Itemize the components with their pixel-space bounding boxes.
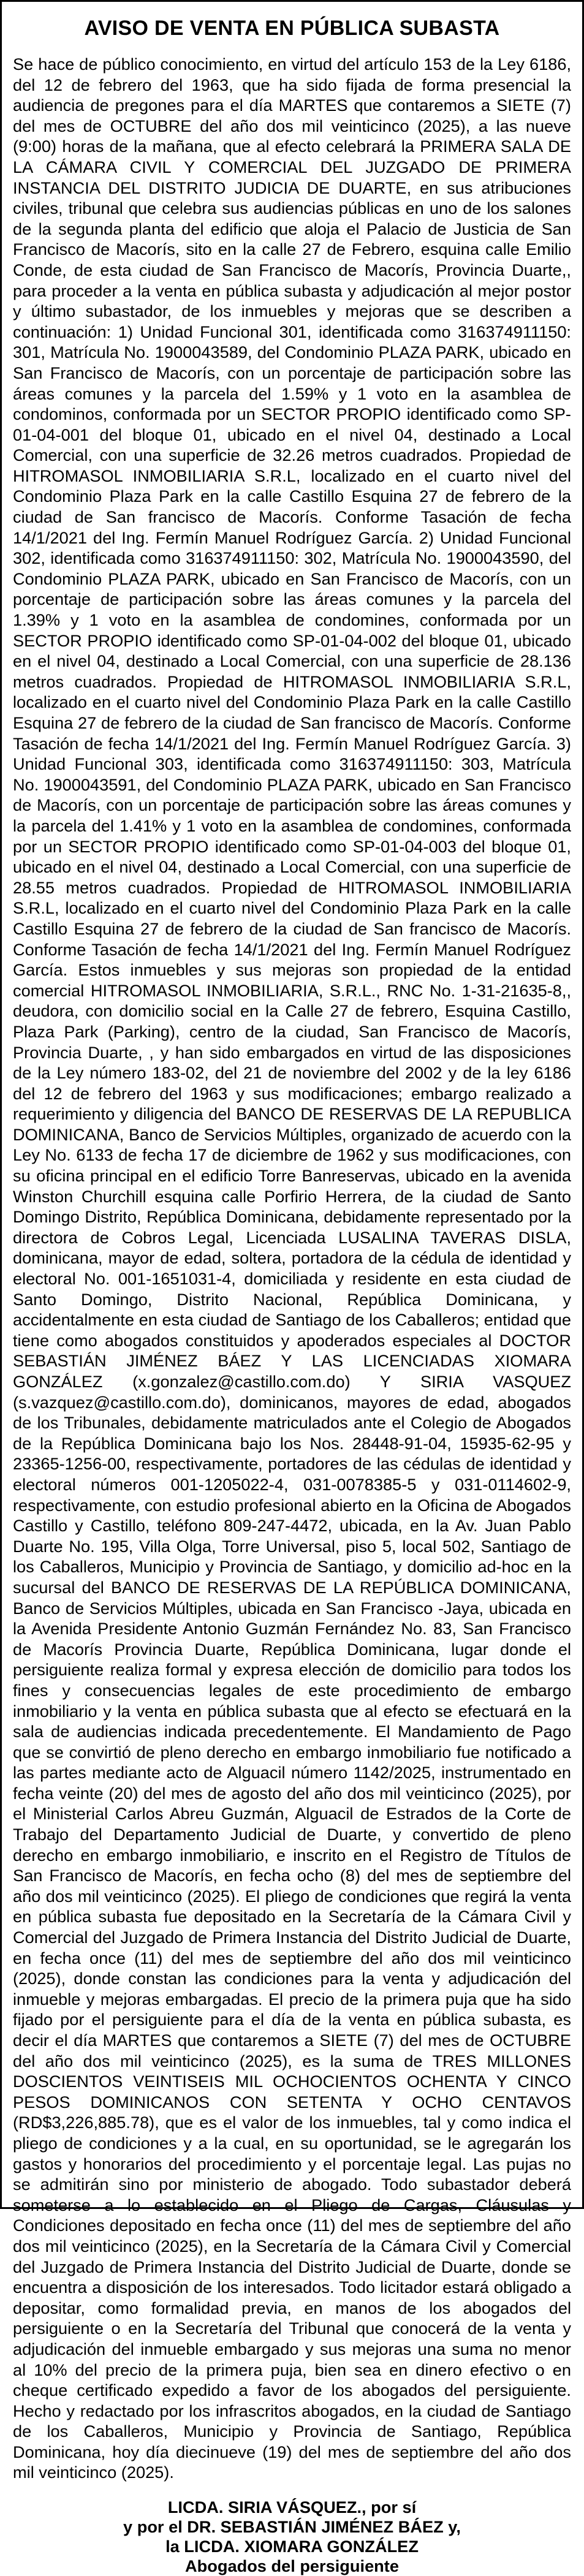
signature-line-1: LICDA. SIRIA VÁSQUEZ., por sí — [167, 2498, 417, 2517]
signature-line-4: Abogados del persiguiente — [185, 2556, 399, 2576]
notice-body: Se hace de público conocimiento, en virtud del artículo 153 de la Ley 6186, del 12 de febrero del 1963, que ha sido fijada de forma presencial la audiencia de pregones para el día MARTES que contaremos a SIETE (7) del mes de OCTUBRE del año dos mil veinticinco (2025), a las nueve (9:00) horas de la mañana, que al efecto celebrará la PRIMERA SALA DE LA CÁMARA CIVIL Y COMERCIAL DEL JUZGADO DE PRIMERA INSTANCIA DEL DISTRITO JUDICIA DE DUARTE, en sus atribuciones civiles, tribunal que celebra sus audiencias públicas en uno de los salones de la segunda planta del edificio que aloja el Palacio de Justicia de San Francisco de Macorís, sito en la calle 27 de Febrero, esquina calle Emilio Conde, de esta ciudad de San Francisco de Macorís, Provincia Duarte,, para proceder a la venta en pública subasta y adjudicación al mejor postor y último subastador, de los inmuebles y mejoras que se describen a continuación: 1) Unidad Funcional 301, identificada como 316374911150: 301, Matrícula No. 1900043589, del Condominio PLAZA PARK, ubicado en San Francisco de Macorís, con un porcentaje de participación sobre las áreas comunes y la parcela del 1.59% y 1 voto en la asamblea de condominos, conformada por un SECTOR PROPIO identificado como SP-01-04-001 del bloque 01, ubicado en el nivel 04, destinado a Local Comercial, con una superficie de 32.26 metros cuadrados. Propiedad de HITROMASOL INMOBILIARIA S.R.L, localizado en el cuarto nivel del Condominio Plaza Park en la calle Castillo Esquina 27 de febrero de la ciudad de San francisco de Macorís. Conforme Tasación de fecha 14/1/2021 del Ing. Fermín Manuel Rodríguez García. 2) Unidad Funcional 302, identificada como 316374911150: 302, Matrícula No. 1900043590, del Condominio PLAZA PARK, ubicado en San Francisco de Macorís, con un porcentaje de participación sobre las áreas comunes y la parcela del 1.39% y 1 voto en la asamblea de condomines, conformada por un SECTOR PROPIO identificado como SP-01-04-002 del bloque 01, ubicado en el nivel 04, destinado a Local Comercial, con una superficie de 28.136 metros cuadrados. Propiedad de HITROMASOL INMOBILIARIA S.R.L, localizado en el cuarto nivel del Condominio Plaza Park en la calle Castillo Esquina 27 de febrero de la ciudad de San francisco de Macorís. Conforme Tasación de fecha 14/1/2021 del Ing. Fermín Manuel Rodríguez García. 3) Unidad Funcional 303, identificada como 316374911150: 303, Matrícula No. 1900043591, del Condominio PLAZA PARK, ubicado en San Francisco de Macorís, con un porcentaje de participación sobre las áreas comunes y la parcela del 1.41% y 1 voto en la asamblea de condomines, conformada por un SECTOR PROPIO identificado como SP-01-04-003 del bloque 01, ubicado en el nivel 04, destinado a Local Comercial, con una superficie de 28.55 metros cuadrados. Propiedad de HITROMASOL INMOBILIARIA S.R.L, localizado en el cuarto nivel del Condominio Plaza Park en la calle Castillo Esquina 27 de febrero de la ciudad de San francisco de Macorís. Conforme Tasación de fecha 14/1/2021 del Ing. Fermín Manuel Rodríguez García. Estos inmuebles y sus mejoras son propiedad de la entidad comercial HITROMASOL INMOBILIARIA, S.R.L., RNC No. 1-31-21635-8,, deudora, con domicilio social en la Calle 27 de febrero, Esquina Castillo, Plaza Park (Parking), centro de la ciudad, San Francisco de Macorís, Provincia Duarte, , y han sido embargados en virtud de las disposiciones de la Ley número 183-02, del 21 de noviembre del 2002 y de la ley 6186 del 12 de febrero del 1963 y sus modificaciones; embargo realizado a requerimiento y diligencia del BANCO DE RESERVAS DE LA REPUBLICA DOMINICANA, Banco de Servicios Múltiples, organizado de acuerdo con la Ley No. 6133 de fecha 17 de diciembre de 1962 y sus modificaciones, con su oficina principal en el edificio Torre Banreservas, ubicado en la avenida Winston Churchill esquina calle Porfirio Herrera, de la ciudad de Santo Domingo Distrito, República Dominicana, debidamente representado por la directora de Cobros Legal, Licenciada LUSALINA TAVERAS DISLA, dominicana, mayor de edad, soltera, portadora de la cédula de identidad y electoral No. 001-1651031-4, domiciliada y residente en esta ciudad de Santo Domingo, Distrito Nacional, República Dominicana, y accidentalmente en esta ciudad de Santiago de los Caballeros; entidad que tiene como abogados constituidos y apoderados especiales al DOCTOR SEBASTIÁN JIMÉNEZ BÁEZ Y LAS LICENCIADAS XIOMARA GONZÁLEZ (x.gonzalez@castillo.com.do) Y SIRIA VASQUEZ (s.vazquez@castillo.com.do), dominicanos, mayores de edad, abogados de los Tribunales, debidamente matriculados ante el Colegio de Abogados de la República Dominicana bajo los Nos. 28448-91-04, 15935-62-95 y 23365-1256-00, respectivamente, portadores de las cédulas de identidad y electoral números 001-1205022-4, 031-0078385-5 y 031-0114602-9, respectivamente, con estudio profesional abierto en la Oficina de Abogados Castillo y Castillo, teléfono 809-247-4472, ubicada, en la Av. Juan Pablo Duarte No. 195, Villa Olga, Torre Universal, piso 5, local 502, Santiago de los Caballeros, Municipio y Provincia de Santiago, y domicilio ad-hoc en la sucursal del BANCO DE RESERVAS DE LA REPÚBLICA DOMINICANA, Banco de Servicios Múltiples, ubicada en San Francisco -Jaya, ubicada en la Avenida Presidente Antonio Guzmán Fernández No. 83, San Francisco de Macorís Provincia Duarte, República Dominicana, lugar donde el persiguiente realiza formal y expresa elección de domicilio para todos los fines y consecuencias legales de este procedimiento de embargo inmobiliario y la venta en pública subasta que al efecto se efectuará en la sala de audiencias indicada precedentemente. El Mandamiento de Pago que se convirtió de pleno derecho en embargo inmobiliario fue notificado a las partes mediante acto de Alguacil número 1142/2025, instrumentado en fecha veinte (20) del mes de agosto del año dos mil veinticinco (2025), por el Ministerial Carlos Abreu Guzmán, Alguacil de Estrados de la Corte de Trabajo del Departamento Judicial de Duarte, y convertido de pleno derecho en embargo inmobiliario, e inscrito en el Registro de Títulos de San Francisco de Macorís, en fecha ocho (8) del mes de septiembre del año dos mil veinticinco (2025). El pliego de condiciones que regirá la venta en pública subasta fue depositado en la Secretaría de la Cámara Civil y Comercial del Juzgado de Primera Instancia del Distrito Judicial de Duarte, en fecha once (11) del mes de septiembre del año dos mil veinticinco (2025), donde constan las condiciones para la venta y adjudicación del inmueble y mejoras embargadas. El precio de la primera puja que ha sido fijado por el persiguiente para el día de la venta en pública subasta, es decir el día MARTES que contaremos a SIETE (7) del mes de OCTUBRE del año dos mil veinticinco (2025), es la suma de TRES MILLONES DOSCIENTOS VEINTISEIS MIL OCHOCIENTOS OCHENTA Y CINCO PESOS DOMINICANOS CON SETENTA Y OCHO CENTAVOS (RD$3,226,885.78), que es el valor de los inmuebles, tal y como indica el pliego de condiciones y a la cual, en su oportunidad, se le agregarán los gastos y honorarios del procedimiento y el porcentaje legal. Las pujas no se admitirán sino por ministerio de abogado. Todo subastador deberá someterse a lo establecido en el Pliego de Cargas, Cláusulas y Condiciones depositado en fecha once (11) del mes de septiembre del año dos mil veinticinco (2025), en la Secretaría de la Cámara Civil y Comercial del Juzgado de Primera Instancia del Distrito Judicial de Duarte, donde se encuentra a disposición de los interesados. Todo licitador estará obligado a depositar, como formalidad previa, en manos de los abogados del persiguiente o en la Secretaría del Tribunal que conocerá de la venta y adjudicación del inmueble embargado y sus mejoras una suma no menor al 10% del precio de la primera puja, bien sea en dinero efectivo o en cheque certificado expedido a favor de los abogados del persiguiente. Hecho y redactado por los infrascritos abogados, en la ciudad de Santiago de los Caballeros, Municipio y Provincia de Santiago, República Dominicana, hoy día diecinueve (19) del mes de septiembre del año dos mil veinticinco (2025). — [13, 55, 571, 2482]
signature-block — [13, 2498, 571, 2576]
signature-line-3: la LICDA. XIOMARA GONZÁLEZ — [165, 2537, 419, 2556]
notice-title: AVISO DE VENTA EN PÚBLICA SUBASTA — [84, 17, 500, 40]
signature-line-2: y por el DR. SEBASTIÁN JIMÉNEZ BÁEZ y, — [123, 2517, 461, 2537]
